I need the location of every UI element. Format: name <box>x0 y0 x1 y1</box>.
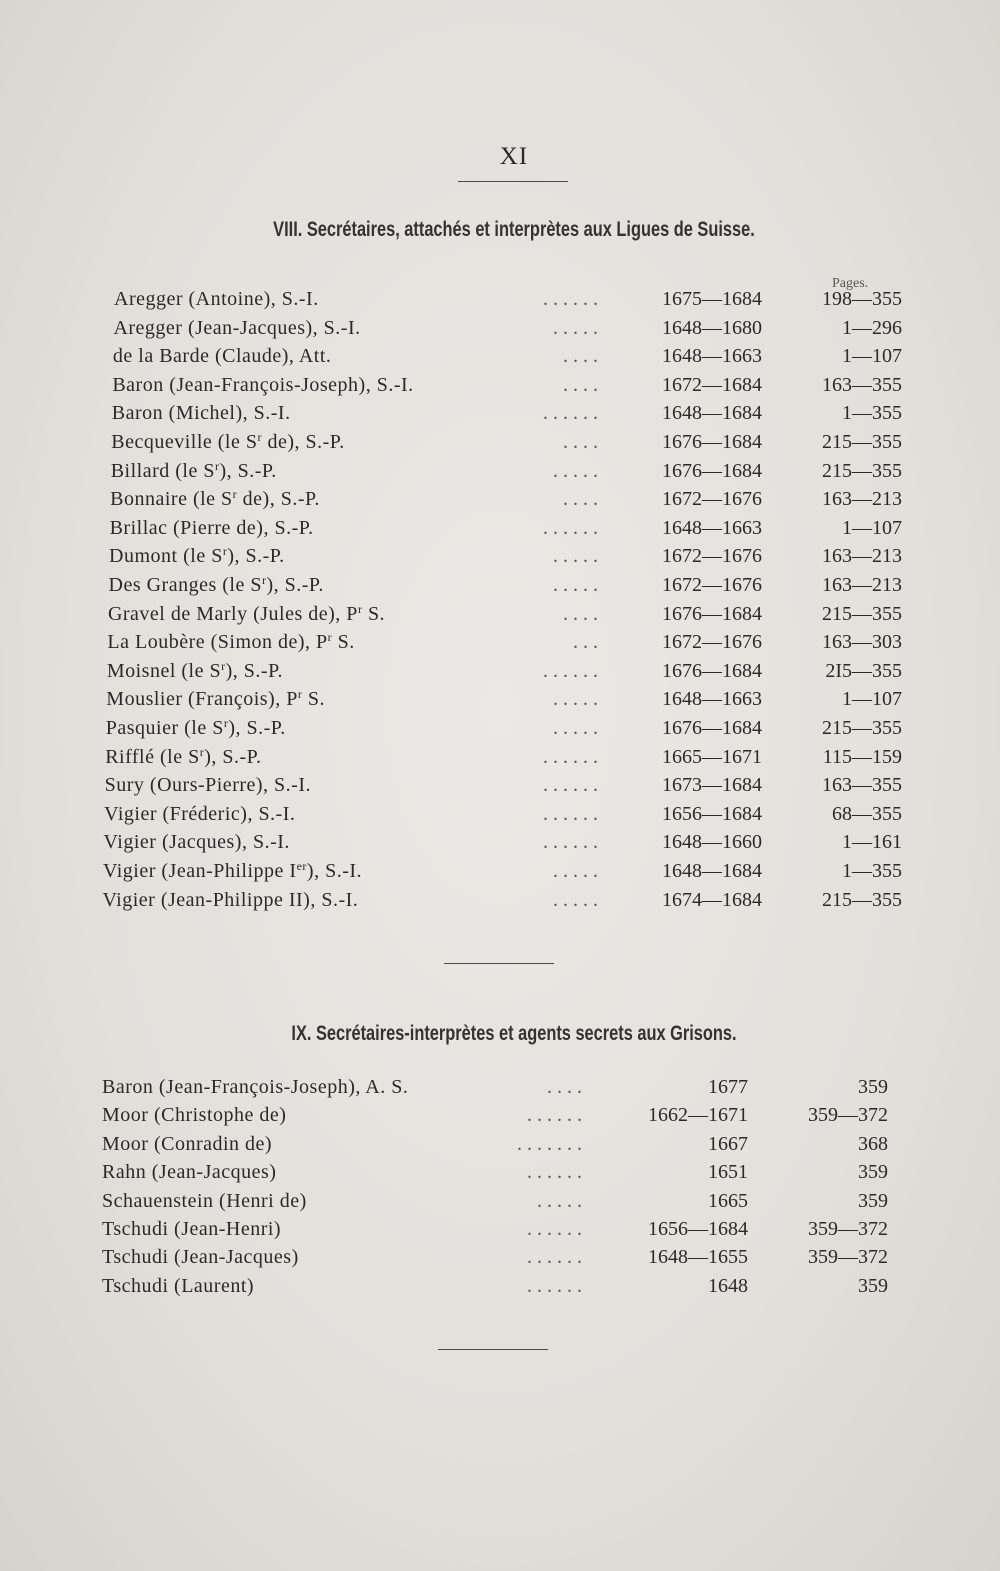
entry-pages: 1—107 <box>841 345 902 368</box>
table-row <box>105 746 900 774</box>
entry-name <box>107 631 354 654</box>
pages-column-label: Pages. <box>832 276 869 291</box>
name-superscript: r <box>357 601 363 616</box>
leader-dots: . . . . . . <box>527 1246 582 1269</box>
entry-name <box>111 460 277 483</box>
leader-dots: . . . . . . <box>527 1104 582 1127</box>
leader-dots: . . . . <box>563 431 598 453</box>
entry-name <box>103 860 362 883</box>
table-row <box>108 603 900 631</box>
entry-pages: 1—107 <box>841 688 902 711</box>
entry-name <box>106 688 325 711</box>
table-row <box>102 1275 900 1303</box>
entry-years: 1662—1671 <box>648 1104 748 1127</box>
entry-years: 1673—1684 <box>661 774 762 797</box>
entry-name <box>104 831 290 854</box>
entry-pages: 359 <box>858 1161 888 1184</box>
entry-years: 1648—1663 <box>661 688 762 711</box>
entry-pages: 68—355 <box>831 802 902 825</box>
entry-years: 1676—1684 <box>662 717 762 739</box>
entry-name <box>111 431 344 454</box>
entry-pages: 163—303 <box>821 631 902 654</box>
name-part: ), S.-P. <box>228 717 286 739</box>
section-8-heading: VIII. Secrétaires, attachés et interprètes aux Ligues de Suisse. <box>273 218 755 241</box>
name-part: ), S.-P. <box>266 574 324 596</box>
entry-name <box>109 574 324 597</box>
name-part: de), S.-P. <box>261 431 345 453</box>
entry-pages: 215—355 <box>821 602 902 625</box>
table-row <box>107 660 900 688</box>
name-part: Mouslier (François), P <box>106 688 298 711</box>
entry-pages: 1—355 <box>841 402 902 425</box>
leader-dots: . . . . <box>562 373 598 396</box>
entry-years: 1656—1684 <box>648 1218 748 1240</box>
leader-dots: . . . . . <box>552 545 598 568</box>
leader-dots: . . . . . <box>553 574 598 596</box>
entry-years: 1672—1676 <box>661 631 762 654</box>
leader-dots: . . . . . <box>553 717 598 739</box>
name-part: de la Barde (Claude), Att. <box>112 345 332 368</box>
name-part: Bonnaire (le S <box>110 488 233 511</box>
entry-name <box>112 402 291 425</box>
entry-name <box>105 746 261 769</box>
entry-pages: 1—161 <box>841 831 902 854</box>
table-row <box>111 431 900 459</box>
entry-years: 1665—1671 <box>661 745 762 768</box>
leader-dots: . . . . . . <box>542 774 598 797</box>
leader-dots: . . . . <box>562 602 598 625</box>
name-part: Vigier (Jean-Philippe II), S.-I. <box>102 888 359 911</box>
table-row <box>104 803 900 831</box>
entry-pages: 163—355 <box>821 774 902 797</box>
name-part: S. <box>362 602 386 625</box>
name-part: ), S.-P. <box>227 545 285 568</box>
name-part: ), S.-P. <box>204 745 262 768</box>
leader-dots: . . . . . . <box>543 288 598 310</box>
name-part: Baron (Michel), S.-I. <box>111 402 291 425</box>
name-part: Becqueville (le S <box>111 431 258 453</box>
entry-name <box>113 317 360 340</box>
leader-dots: . . . . . <box>553 860 598 882</box>
entry-pages: 359 <box>858 1274 888 1297</box>
table-row <box>112 374 900 402</box>
leader-dots: . . . . . . <box>542 402 598 425</box>
name-superscript: r <box>297 687 303 702</box>
name-part: ), S.-I. <box>306 860 363 882</box>
entry-name: Moor (Conradin de) <box>102 1132 273 1155</box>
name-superscript: r <box>222 544 228 559</box>
leader-dots: . . . . <box>562 488 598 511</box>
name-superscript: r <box>223 716 229 730</box>
leader-dots: . . . . . . <box>542 516 598 539</box>
entry-name <box>110 488 320 511</box>
entry-years: 1648—1660 <box>661 831 762 854</box>
entry-years: 1672—1676 <box>661 488 762 511</box>
table-row <box>110 488 900 516</box>
entry-name <box>110 517 314 540</box>
entry-years: 1676—1684 <box>661 659 762 682</box>
name-part: Aregger (Jean-Jacques), S.-I. <box>113 316 361 339</box>
entry-years: 1674—1684 <box>661 888 762 911</box>
entry-name <box>114 288 319 311</box>
table-row <box>102 1190 900 1218</box>
entry-years: 1665 <box>708 1189 748 1212</box>
name-part: Billard (le S <box>110 459 215 482</box>
name-superscript: r <box>221 658 226 673</box>
name-part: ), S.-P. <box>219 459 277 482</box>
name-part: de), S.-P. <box>237 488 320 511</box>
entry-pages: 359 <box>858 1189 888 1212</box>
entry-years: 1676—1684 <box>661 602 762 625</box>
entry-name: Baron (Jean-François-Joseph), A. S. <box>102 1076 409 1098</box>
entry-years: 1676—1684 <box>662 431 762 453</box>
name-part: S. <box>302 688 325 711</box>
section-9-heading: IX. Secrétaires-interprètes et agents secrets aux Grisons. <box>291 1022 737 1045</box>
top-rule <box>458 181 568 182</box>
table-row <box>102 1104 900 1132</box>
entry-years: 1675—1684 <box>662 288 762 310</box>
entry-pages: 163—355 <box>821 373 902 396</box>
entry-name: Rahn (Jean-Jacques) <box>102 1161 277 1184</box>
entry-name <box>104 803 295 826</box>
table-row <box>110 517 900 545</box>
entry-years: 1672—1676 <box>661 545 762 568</box>
leader-dots: . . . . . . <box>527 1161 582 1184</box>
leader-dots: . . . . . <box>552 316 598 339</box>
name-part: Vigier (Jacques), S.-I. <box>103 831 290 854</box>
entry-name: Moor (Christophe de) <box>102 1104 287 1127</box>
name-part: Moisnel (le S <box>106 659 222 682</box>
entry-pages: 2I5—355 <box>825 659 902 682</box>
middle-rule <box>444 963 554 964</box>
table-row <box>109 574 901 602</box>
entry-years: 1676—1684 <box>661 459 762 482</box>
entry-name: Tschudi (Laurent) <box>102 1274 255 1297</box>
entry-pages: 359—372 <box>808 1246 888 1269</box>
entry-years: 1648—1655 <box>648 1246 748 1269</box>
table-row <box>105 774 900 802</box>
leader-dots: . . . . . <box>552 888 598 911</box>
page-number: XI <box>499 143 529 170</box>
table-row <box>113 345 900 373</box>
entry-name <box>102 889 358 912</box>
entry-years: 1648—1680 <box>661 316 762 339</box>
table-row <box>103 860 900 888</box>
entry-years: 1648—1684 <box>662 860 762 882</box>
entry-years: 1648—1663 <box>661 516 762 539</box>
entry-pages: 359—372 <box>808 1104 888 1127</box>
entry-name <box>107 660 283 683</box>
entry-name: Tschudi (Jean-Jacques) <box>102 1246 299 1269</box>
entry-years: 1648—1684 <box>661 402 762 425</box>
name-part: Vigier (Jean-Philippe I <box>103 860 297 882</box>
name-superscript: r <box>232 487 238 502</box>
leader-dots: . . . . . . <box>527 1274 582 1297</box>
table-row <box>109 545 900 573</box>
name-part: ), S.-P. <box>225 659 283 682</box>
entry-years: 1648 <box>708 1274 748 1297</box>
entry-name <box>108 603 385 626</box>
table-row <box>102 1076 900 1104</box>
bottom-rule <box>438 1349 548 1350</box>
name-part: Rifflé (le S <box>105 745 200 768</box>
name-part: Vigier (Fréderic), S.-I. <box>104 802 296 825</box>
entry-name: Schauenstein (Henri de) <box>102 1189 307 1212</box>
name-superscript: r <box>261 573 267 587</box>
leader-dots: . . . . . . <box>542 802 598 825</box>
name-part: Dumont (le S <box>109 545 223 568</box>
entry-name <box>109 545 285 568</box>
entry-years: 1667 <box>708 1132 748 1155</box>
name-superscript: r <box>257 430 262 444</box>
entry-pages: 163—213 <box>822 574 902 596</box>
entry-pages: 215—355 <box>821 888 902 911</box>
entry-years: 1677 <box>708 1076 748 1098</box>
table-row <box>102 1133 900 1161</box>
table-row <box>107 631 900 659</box>
entry-pages: 215—355 <box>822 431 902 453</box>
leader-dots: . . . . . . <box>527 1218 582 1240</box>
entry-pages: 368 <box>858 1132 888 1155</box>
table-row <box>106 717 900 745</box>
name-part: S. <box>332 631 355 654</box>
entry-name <box>106 717 286 740</box>
name-superscript: r <box>327 630 333 645</box>
table-row <box>113 317 900 345</box>
name-part: Gravel de Marly (Jules de), P <box>107 602 358 625</box>
entry-pages: 1—296 <box>841 316 902 339</box>
leader-dots: . . . . . <box>552 459 598 482</box>
entry-pages: 115—159 <box>822 745 902 768</box>
leader-dots: . . . . . . <box>542 831 598 854</box>
entry-pages: 359 <box>858 1076 888 1098</box>
table-row <box>106 688 900 716</box>
entry-pages: 198—355 <box>822 288 902 310</box>
name-part: Baron (Jean-François-Joseph), S.-I. <box>112 373 414 396</box>
name-part: Brillac (Pierre de), S.-P. <box>109 516 314 539</box>
table-row <box>112 402 900 430</box>
entry-pages: 215—355 <box>821 459 902 482</box>
name-superscript: er <box>296 859 307 873</box>
entry-pages: 1—107 <box>841 516 902 539</box>
entry-years: 1672—1676 <box>662 574 762 596</box>
entry-pages: 1—355 <box>842 860 902 882</box>
leader-dots: . . . . . <box>537 1189 582 1212</box>
entry-name: Tschudi (Jean-Henri) <box>102 1218 282 1240</box>
name-part: Aregger (Antoine), S.-I. <box>114 288 319 310</box>
leader-dots: . . . . . . <box>542 745 598 768</box>
name-part: Des Granges (le S <box>108 574 262 596</box>
leader-dots: . . . . . . <box>542 659 598 682</box>
table-row <box>104 831 900 859</box>
entry-name <box>112 374 413 397</box>
name-superscript: r <box>199 744 205 759</box>
name-superscript: r <box>214 458 220 473</box>
leader-dots: . . . <box>572 631 598 654</box>
entry-pages: 163—213 <box>821 545 902 568</box>
entry-name <box>105 774 311 797</box>
name-part: Pasquier (le S <box>105 717 224 739</box>
entry-years: 1648—1663 <box>661 345 762 368</box>
table-row <box>102 889 900 917</box>
entry-years: 1651 <box>708 1161 748 1184</box>
leader-dots: . . . . <box>562 345 598 368</box>
leader-dots: . . . . . . . <box>517 1132 582 1155</box>
entry-name <box>113 345 332 368</box>
name-part: La Loubère (Simon de), P <box>107 631 328 654</box>
table-row <box>111 460 900 488</box>
name-part: Sury (Ours-Pierre), S.-I. <box>104 774 311 797</box>
entry-pages: 359—372 <box>808 1218 888 1240</box>
leader-dots: . . . . . <box>552 688 598 711</box>
leader-dots: . . . . <box>547 1076 582 1098</box>
entry-years: 1656—1684 <box>661 802 762 825</box>
entry-pages: 215—355 <box>822 717 902 739</box>
entry-pages: 163—213 <box>821 488 902 511</box>
entry-years: 1672—1684 <box>661 373 762 396</box>
table-row <box>102 1246 900 1274</box>
table-row <box>102 1218 900 1246</box>
table-row <box>114 288 900 316</box>
table-row <box>102 1161 900 1189</box>
